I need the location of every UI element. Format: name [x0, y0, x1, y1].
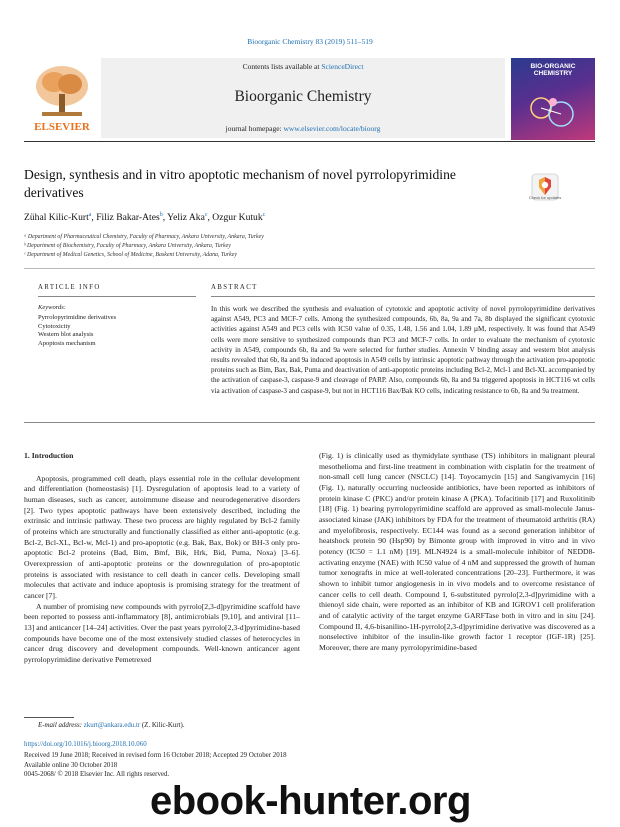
- sciencedirect-link[interactable]: ScienceDirect: [321, 62, 364, 71]
- author-email-link[interactable]: zkurt@ankara.edu.tr: [83, 722, 141, 729]
- author-name[interactable]: Yeliz Aka: [167, 212, 205, 224]
- article-title: Design, synthesis and in vitro apoptotic mechanism of novel pyrrolopyrimidine derivatives: [24, 167, 456, 200]
- online-date: Available online 30 October 2018: [24, 762, 118, 769]
- cover-molecule-art-icon: [523, 88, 583, 134]
- email-label: E-mail address:: [38, 722, 84, 729]
- author-list: [24, 212, 265, 223]
- elsevier-wordmark: ELSEVIER: [34, 121, 90, 133]
- introduction-heading: 1. Introduction: [24, 451, 74, 460]
- keyword-item: Pyrrolopyrimidine derivatives: [38, 314, 117, 321]
- journal-cover-thumbnail[interactable]: [511, 58, 595, 140]
- body-paragraph: A number of promising new compounds with pyrrolo[2,3-d]pyrimidine scaffold have been reported to possess anti-inflammatory [8], antimicrobials [9,10], and antiviral [11–13] and anticancer [14–24] activities. Over the past years pyrrolo[2,3-d]pyrimidine-based compounds have become one of the most extensively studied classes of heterocycles in cancer drug discovery and development compounds. Well-known anticancer agent pyrrolopyrimidine derivative Pemetrexed: [24, 601, 300, 664]
- contents-prefix: Contents lists available at: [242, 62, 322, 71]
- body-paragraph: Apoptosis, programmed cell death, plays essential role in the cellular development and differentiation (homeostasis) [1]. Dysregulation of apoptosis lead to a variety of human diseases, such as cancer, autoimmune disease and neurodegenerative disorders [2]. Two types apoptotic pathways have been extensively described, including the extrinsic and intrinsic pathway. These two process are highly regulated by Bcl-2 family of proteins which are structurally and functionally classified as either anti-apoptotic (e.g. Bcl-2, Bcl-XL, Bcl-w, Mcl-1) and pro-apoptotic (e.g. Bak, Bax, Bok) or BH-3 only pro-apoptotic Bcl-2 proteins (Bad, Bim, Bmf, Bik, Hrk, Bid, Puma, Noxa) [3–6]. Overexpression of anti-apoptotic proteins or the downregulation of pro-apoptotic proteins is associated with resistance to cell death in cancer cells. Developing small molecules that activate and induce apoptosis is promising strategy for the treatment of cancer [7].: [24, 473, 300, 600]
- keyword-item: Apoptosis mechanism: [38, 339, 96, 347]
- author-affiliation-marker[interactable]: c: [262, 212, 266, 218]
- article-info-heading: ARTICLE INFO: [38, 284, 101, 291]
- cover-title: BIO-ORGANIC CHEMISTRY: [530, 63, 576, 77]
- affiliation-b: ᵇ Department of Biochemistry, Faculty of Pharmacy, Ankara University, Ankara, Turkey: [24, 243, 231, 249]
- affiliation-c: ᶜ Department of Medical Genetics, School of Medicine, Baskent University, Adana, Turkey: [24, 252, 237, 258]
- watermark-text: ebook-hunter.org: [150, 779, 471, 823]
- journal-citation[interactable]: Bioorganic Chemistry 83 (2019) 511–519: [247, 37, 373, 46]
- abstract-heading: ABSTRACT: [211, 284, 258, 291]
- footnote-rule: [24, 717, 74, 718]
- author-name[interactable]: Ozgur Kutuk: [212, 212, 263, 224]
- body-column-left: [24, 451, 300, 665]
- received-dates: Received 19 June 2018; Received in revised form 16 October 2018; Accepted 29 October 2018: [24, 752, 287, 759]
- copyright-line: 0045-2068/ © 2018 Elsevier Inc. All rights reserved.: [24, 771, 170, 778]
- author-name[interactable]: Zühal Kilic-Kurt: [24, 212, 89, 224]
- author-affiliation-marker[interactable]: b: [159, 212, 163, 218]
- homepage-line: [101, 124, 505, 133]
- author-name[interactable]: Filiz Bakar-Ates: [96, 212, 160, 224]
- keywords-label: Keywords:: [38, 304, 66, 311]
- body-column-right: [319, 451, 595, 653]
- affiliation-rule: [24, 268, 595, 269]
- abstract-text: In this work we described the synthesis and evaluation of cytotoxic and apoptotic activity of novel pyrrolopyrimidine derivatives against A549, PC3 and MCF-7 cells. Among the synthesized compounds, 6b, 8a, 9a and 7a, 8b displayed the significant cytotoxic activities against A549 and PC3 cells with IC50 value of 0.35, 1.48, 1.56 and 1.04, 1.89 µM, respectively. It was found that A549 cells were more sensitive to synthesized compounds than PC3 and MCF-7 cells. In order to evaluate the mechanism of cytotoxic activity in A549, compounds 6b, 8a and 9a were selected for further studies. Annexin V binding assay and western blot analysis results revealed that 6b, 8a and 9a induced apoptosis in A549 cells by intrinsic apoptotic pathway through the activation pro-apoptotic proteins such as Bim, Bax, Bak, Puma and deactivation of anti-apoptotic proteins including Bcl-2, Mcl-1 and Bcl-XL accompanied by the activation of caspase-3, caspase-9 and cleavage of PARP. Also, compounds 6b, 8a and 9a triggered apoptosis in HCT116 wt cells via activation of caspase-3 and caspase-9, but not in HCT116 Bax/Bak KO cells, indicating resistance to 6b, 8a and 9a treatment.: [211, 305, 595, 395]
- author-affiliation-marker[interactable]: c: [204, 212, 208, 218]
- author-separator: ,: [207, 212, 213, 224]
- header-rule: [24, 141, 595, 142]
- elsevier-tree-logo: [24, 60, 100, 134]
- homepage-prefix: journal homepage:: [225, 124, 284, 133]
- author-separator: ,: [162, 212, 168, 224]
- journal-homepage-link[interactable]: www.elsevier.com/locate/bioorg: [283, 124, 381, 133]
- check-for-updates-label: Check for updates: [528, 195, 562, 200]
- author-separator: ,: [91, 212, 97, 224]
- body-paragraph: (Fig. 1) is clinically used as thymidylate synthase (TS) inhibitors in malignant pleural mesothelioma and first-line treatment in combination with cisplatin for the treatment of non-small cell lung cancer (NSCLC) [14]. Toyocamycin [15] and Sangivamycin [16] (Fig. 1), naturally occurring nucleoside antibiotics, have been reported as inhibitors of protein kinase C (PKC) and/or protein kinase A (PKA). Tofacitinib [17] and Ruxolitinib [18] (Fig. 1) bearing pyrrolopyrimidine scaffold are approved as small-molecule Janus-associated kinase (JAK) inhibitors by FDA for the treatment of rheumatoid arthritis (RA) and myelofibrosis, respectively. EC144 was found as a second generation inhibitor of heatshock protein 90 (Hsp90) by Bimonte group with improved in vitro and in vivo potency (IC50 = 1.1 nM) [19]. MLN4924 is a small-molecule inhibitor of NEDD8-activating enzyme (NAE) with IC50 value of 4 nM and suppressed the growth of human tumor xenografts in mice at well-tolerated concentrations [20–23]. Furthermore, it was shown to inhibit tumor angiogenesis in in vivo models and to overcome resistance of cancer cells to cell death. Compound I, 6-substituted pyrrolo[2,3-d]pyrimidine with a thienoyl side chain, were reported as an inhibitor of KB and IGROV1 cell proliferation and of catalytic activity of the target enzyme GARFTase both in vitro and in situ [24]. Compound II, 4,6-bisanilino-1H-pyrrolo[2,3-d]pyrimidine derivative was discovered as a nonselective inhibitor of the insulin-like growth factor 1 receptor (IGF-1R) [25]. Moreover, there are many pyrrolopyrimidine-based: [319, 451, 595, 652]
- author-affiliation-marker[interactable]: a: [88, 212, 92, 218]
- email-suffix: (Z. Kilic-Kurt).: [140, 722, 185, 729]
- affiliation-a: ᵃ Department of Pharmaceutical Chemistry, Faculty of Pharmacy, Ankara University, Ankara, Turkey: [24, 234, 264, 240]
- keyword-item: Cytotoxicity: [38, 322, 71, 330]
- doi-link[interactable]: https://doi.org/10.1016/j.bioorg.2018.10.060: [24, 741, 147, 748]
- keyword-item: Western blot analysis: [38, 331, 94, 338]
- abstract-bottom-rule: [24, 422, 595, 423]
- email-footnote: [38, 722, 185, 729]
- journal-name: Bioorganic Chemistry: [234, 88, 372, 105]
- abstract-rule: [211, 296, 595, 297]
- article-info-rule: [38, 296, 196, 297]
- contents-line: [101, 62, 505, 71]
